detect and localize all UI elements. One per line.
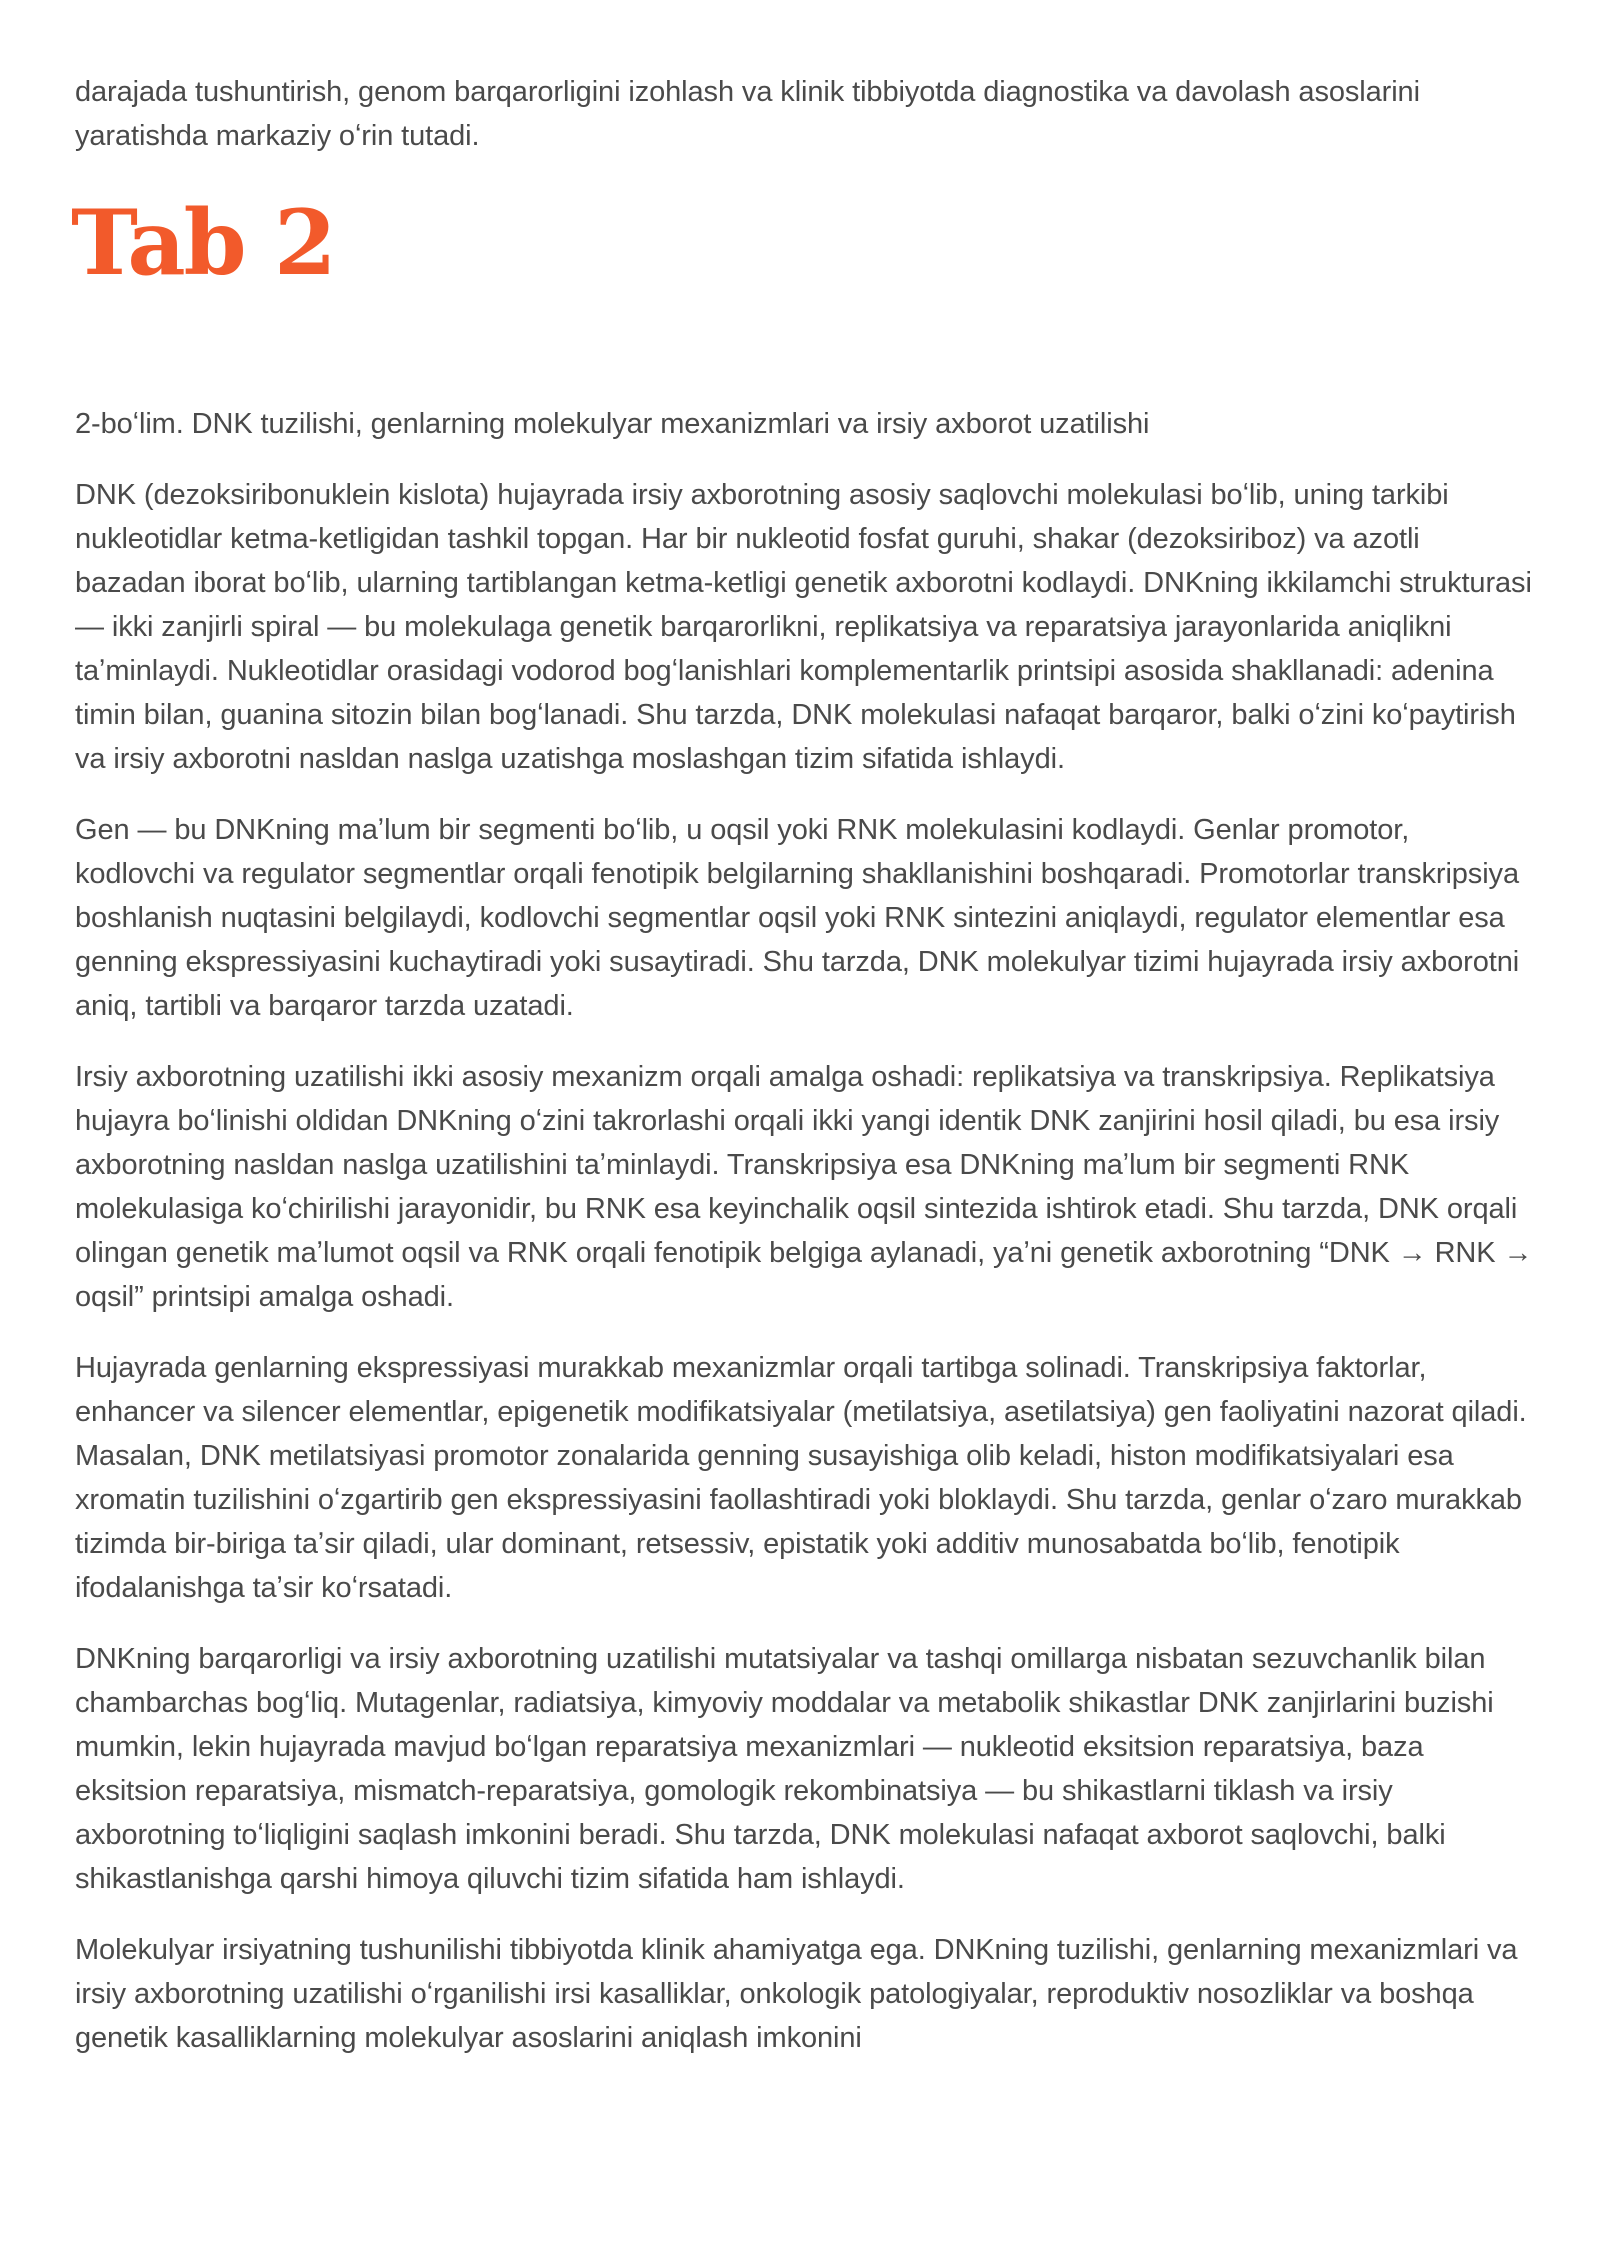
paragraph-information-transfer: Irsiy axborotning uzatilishi ikki asosiy mexanizm orqali amalga oshadi: replikatsiya va transkripsiya. Replikatsiya hujayra boʻlinishi oldidan DNKning oʻzini takrorlashi orqali ikki yangi identik DNK zanjirini hosil qiladi, bu esa irsiy axborotning nasldan naslga uzatilishini taʼminlaydi. Transkripsiya esa DNKning maʼlum bir segmenti RNK molekulasiga koʻchirilishi jarayonidir, bu RNK esa keyinchalik oqsil sintezida ishtirok etadi. Shu tarzda, DNK orqali olingan genetik maʼlumot oqsil va RNK orqali fenotipik belgiga aylanadi, yaʼni genetik axborotning “DNK → RNK → oqsil” printsipi amalga oshadi. xyxy=(75,1061,1533,1313)
paragraph-dna-stability: DNKning barqarorligi va irsiy axborotning uzatilishi mutatsiyalar va tashqi omillarga nisbatan sezuvchanlik bilan chambarchas bogʻliq. Mutagenlar, radiatsiya, kimyoviy moddalar va metabolik shikastlar DNK zanjirlarini buzishi mumkin, lekin hujayrada mavjud boʻlgan reparatsiya mexanizmlari — nukleotid eksitsion reparatsiya, baza eksitsion reparatsiya, mismatch-reparatsiya, gomologik rekombinatsiya — bu shikastlarni tiklash va irsiy axborotning toʻliqligini saqlash imkonini beradi. Shu tarzda, DNK molekulasi nafaqat axborot saqlovchi, balki shikastlanishga qarshi himoya qiluvchi tizim sifatida ham ishlaydi. xyxy=(75,1643,1494,1895)
paragraph-gene-expression: Hujayrada genlarning ekspressiyasi murakkab mexanizmlar orqali tartibga solinadi. Transkripsiya faktorlar, enhancer va silencer elementlar, epigenetik modifikatsiyalar (metilatsiya, asetilatsiya) gen faoliyatini nazorat qiladi. Masalan, DNK metilatsiyasi promotor zonalarida genning susayishiga olib keladi, histon modifikatsiyalari esa xromatin tuzilishini oʻzgartirib gen ekspressiyasini faollashtiradi yoki bloklaydi. Shu tarzda, genlar oʻzaro murakkab tizimda bir-biriga taʼsir qiladi, ular dominant, retsessiv, epistatik yoki additiv munosabatda boʻlib, fenotipik ifodalanishga taʼsir koʻrsatadi. xyxy=(75,1352,1527,1604)
paragraph-dna-structure: DNK (dezoksiribonuklein kislota) hujayrada irsiy axborotning asosiy saqlovchi molekulasi boʻlib, uning tarkibi nukleotidlar ketma-ketligidan tashkil topgan. Har bir nukleotid fosfat guruhi, shakar (dezoksiriboz) va azotli bazadan iborat boʻlib, ularning tartiblangan ketma-ketligi genetik axborotni kodlaydi. DNKning ikkilamchi strukturasi — ikki zanjirli spiral — bu molekulaga genetik barqarorlikni, replikatsiya va reparatsiya jarayonlarida aniqlikni taʼminlaydi. Nukleotidlar orasidagi vodorod bogʻlanishlari komplementarlik printsipi asosida shakllanadi: adenina timin bilan, guanina sitozin bilan bogʻlanadi. Shu tarzda, DNK molekulasi nafaqat barqaror, balki oʻzini koʻpaytirish va irsiy axborotni nasldan naslga uzatishga moslashgan tizim sifatida ishlaydi. xyxy=(75,479,1532,775)
document-page xyxy=(71,70,1537,2060)
paragraph-gene-definition: Gen — bu DNKning maʼlum bir segmenti boʻlib, u oqsil yoki RNK molekulasini kodlaydi. Genlar promotor, kodlovchi va regulator segmentlar orqali fenotipik belgilarning shakllanishini boshqaradi. Promotorlar transkripsiya boshlanish nuqtasini belgilaydi, kodlovchi segmentlar oqsil yoki RNK sintezini aniqlaydi, regulator elementlar esa genning ekspressiyasini kuchaytiradi yoki susaytiradi. Shu tarzda, DNK molekulyar tizimi hujayrada irsiy axborotni aniq, tartibli va barqaror tarzda uzatadi. xyxy=(75,814,1520,1022)
tab-heading: Tab 2 xyxy=(71,190,335,296)
intro-paragraph: darajada tushuntirish, genom barqarorligini izohlash va klinik tibbiyotda diagnostika va davolash asoslarini yaratishda markaziy oʻrin tutadi. xyxy=(75,76,1420,152)
section-heading: 2-boʻlim. DNK tuzilishi, genlarning molekulyar mexanizmlari va irsiy axborot uzatilishi xyxy=(75,408,1150,440)
paragraph-clinical-significance: Molekulyar irsiyatning tushunilishi tibbiyotda klinik ahamiyatga ega. DNKning tuzilishi, genlarning mexanizmlari va irsiy axborotning uzatilishi oʻrganilishi irsi kasalliklar, onkologik patologiyalar, reproduktiv nosozliklar va boshqa genetik kasalliklarning molekulyar asoslarini aniqlash imkonini xyxy=(75,1934,1518,2054)
